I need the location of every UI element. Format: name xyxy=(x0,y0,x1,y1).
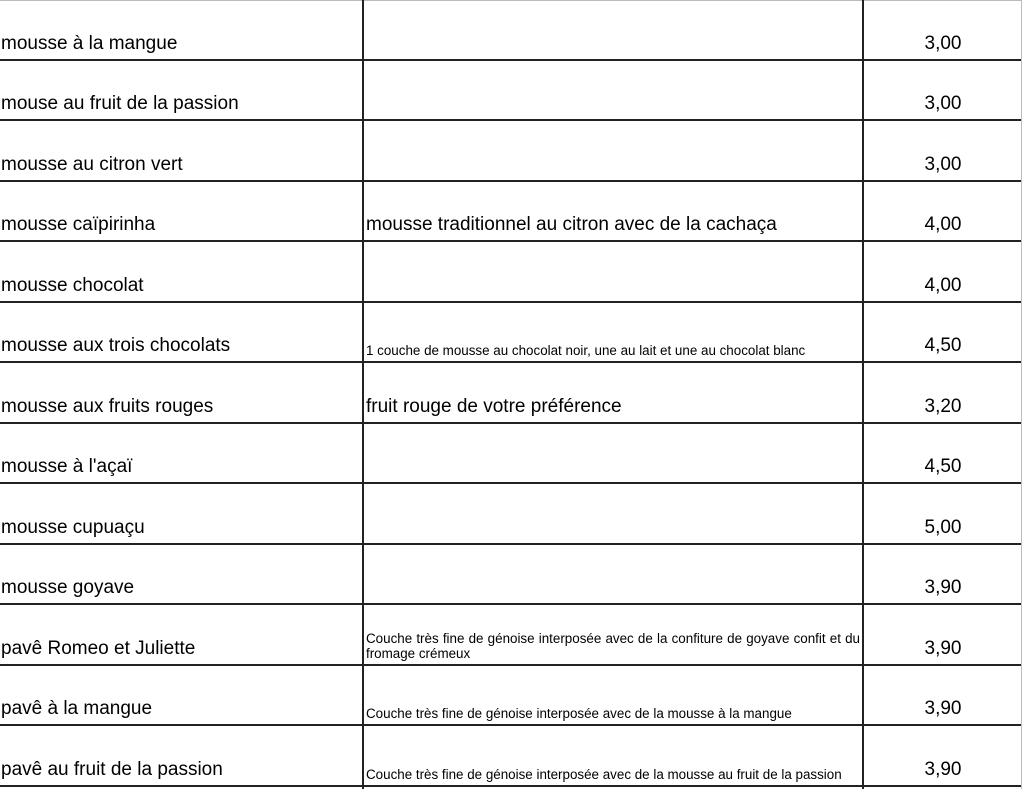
item-description: Couche très fine de génoise interposée avec de la mousse au fruit de la passion xyxy=(366,766,842,782)
item-price: 3,90 xyxy=(924,698,962,719)
table-row xyxy=(0,182,1022,243)
item-name: mousse au citron vert xyxy=(1,153,183,175)
table-row xyxy=(0,0,1022,61)
item-name: pavê à la mangue xyxy=(1,698,153,719)
item-price: 4,00 xyxy=(924,214,962,235)
item-name: pavê Romeo et Juliette xyxy=(1,637,196,659)
item-price: 3,90 xyxy=(924,577,962,598)
table-row xyxy=(0,303,1022,364)
column-divider-price xyxy=(862,0,864,789)
item-name: mousse chocolat xyxy=(1,274,144,296)
item-name: mousse cupuaçu xyxy=(1,516,145,538)
item-name: mousse caïpirinha xyxy=(1,214,156,235)
item-price: 3,90 xyxy=(924,758,962,780)
table-row xyxy=(0,242,1022,303)
item-description: Couche très fine de génoise interposée avec de la confiture de goyave confit et du fromage crémeux xyxy=(366,630,860,661)
table-row xyxy=(0,726,1022,787)
right-gridline xyxy=(1021,0,1022,789)
item-description: mousse traditionnel au citron avec de la cachaça xyxy=(366,214,777,235)
table-row xyxy=(0,424,1022,485)
item-name: mouse au fruit de la passion xyxy=(1,93,239,114)
table-row xyxy=(0,605,1022,666)
item-name: pavê au fruit de la passion xyxy=(1,758,223,780)
table-row xyxy=(0,121,1022,182)
item-price: 4,00 xyxy=(924,274,962,296)
item-price: 3,90 xyxy=(924,637,962,659)
item-name: mousse aux trois chocolats xyxy=(1,335,231,356)
item-price: 3,00 xyxy=(924,153,962,175)
table-row xyxy=(0,484,1022,545)
item-price: 3,00 xyxy=(924,93,962,114)
table-row xyxy=(0,545,1022,606)
table-row xyxy=(0,363,1022,424)
item-description: fruit rouge de votre préférence xyxy=(366,395,622,417)
item-name: mousse aux fruits rouges xyxy=(1,395,214,417)
column-divider-description xyxy=(362,0,364,789)
item-description: 1 couche de mousse au chocolat noir, une au lait et une au chocolat blanc xyxy=(366,343,806,358)
item-description: Couche très fine de génoise interposée avec de la mousse à la mangue xyxy=(366,706,792,721)
table-row xyxy=(0,61,1022,122)
item-name: mousse goyave xyxy=(1,577,135,598)
item-name: mousse à l'açaï xyxy=(1,456,133,477)
item-price: 4,50 xyxy=(924,335,962,356)
item-price: 3,20 xyxy=(924,395,962,417)
table-row xyxy=(0,666,1022,727)
item-price: 3,00 xyxy=(924,32,962,54)
item-price: 4,50 xyxy=(924,456,962,477)
item-name: mousse à la mangue xyxy=(1,32,178,54)
item-price: 5,00 xyxy=(924,516,962,538)
